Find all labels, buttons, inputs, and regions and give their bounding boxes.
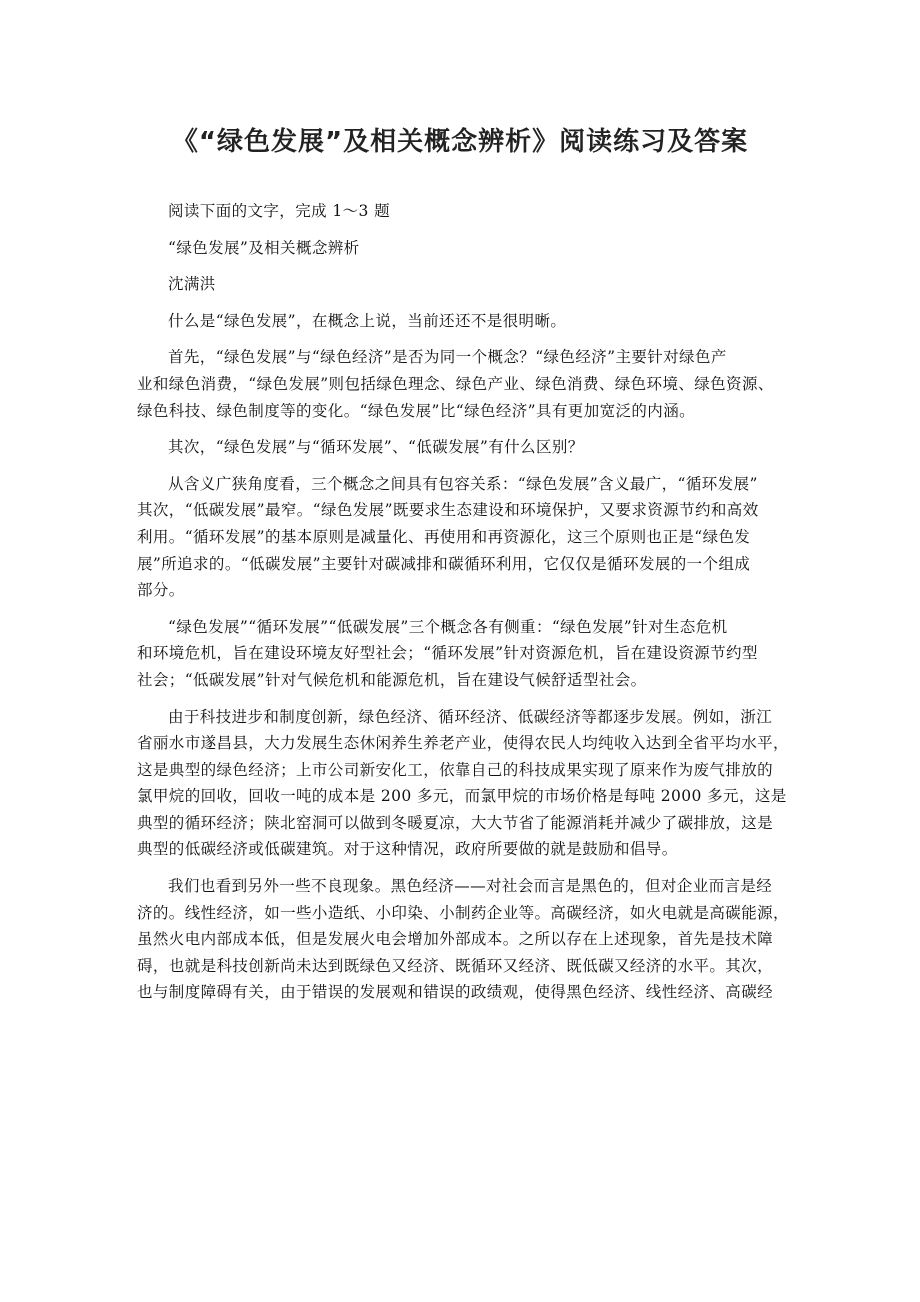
paragraph-line: 由于科技进步和制度创新，绿色经济、循环经济、低碳经济等都逐步发展。例如，浙江 bbox=[168, 707, 773, 726]
paragraph-line: 什么是“绿色发展”，在概念上说，当前还还不是很明晰。 bbox=[168, 311, 567, 330]
document-title: 《“绿色发展”及相关概念辨析》阅读练习及答案 bbox=[171, 127, 749, 157]
paragraph-line: 也与制度障碍有关，由于错误的发展观和错误的政绩观，使得黑色经济、线性经济、高碳经 bbox=[137, 983, 774, 1002]
article-title: “绿色发展”及相关概念辨析 bbox=[168, 238, 360, 257]
paragraph-line: 虽然火电内部成本低，但是发展火电会增加外部成本。之所以存在上述现象，首先是技术障 bbox=[137, 930, 774, 949]
paragraph-line: 氯甲烷的回收，回收一吨的成本是 200 多元，而氯甲烷的市场价格是每吨 2000 多元，这是 bbox=[137, 787, 787, 806]
paragraph-line: 这是典型的绿色经济；上市公司新安化工，依靠自己的科技成果实现了原来作为废气排放的 bbox=[137, 760, 774, 779]
paragraph-line: 业和绿色消费，“绿色发展”则包括绿色理念、绿色产业、绿色消费、绿色环境、绿色资源、 bbox=[137, 374, 774, 393]
paragraph-line: 典型的低碳经济或低碳建筑。对于这种情况，政府所要做的就是鼓励和倡导。 bbox=[137, 840, 678, 859]
paragraph-line: 和环境危机，旨在建设环境友好型社会；“循环发展”针对资源危机，旨在建设资源节约型 bbox=[137, 644, 758, 663]
paragraph-line: 其次，“低碳发展”最窄。“绿色发展”既要求生态建设和环境保护，又要求资源节约和高效 bbox=[137, 501, 759, 520]
paragraph-line: 典型的循环经济；陕北窑洞可以做到冬暖夏凉，大大节省了能源消耗并减少了碳排放，这是 bbox=[137, 813, 774, 832]
paragraph-line: 我们也看到另外一些不良现象。黑色经济——对社会而言是黑色的，但对企业而言是经 bbox=[168, 877, 773, 896]
paragraph-line: 从含义广狭角度看，三个概念之间具有包容关系：“绿色发展”含义最广，“循环发展” bbox=[168, 474, 758, 493]
article-author: 沈满洪 bbox=[168, 275, 216, 294]
paragraph-line: 其次，“绿色发展”与“循环发展”、“低碳发展”有什么区别？ bbox=[168, 438, 584, 457]
paragraph-line: 绿色科技、绿色制度等的变化。“绿色发展”比“绿色经济”具有更加宽泛的内涵。 bbox=[137, 401, 695, 420]
paragraph-line: 省丽水市遂昌县，大力发展生态休闲养生养老产业，使得农民人均纯收入达到全省平均水平， bbox=[137, 734, 789, 753]
document-body bbox=[137, 198, 787, 1006]
paragraph-line: 展”所追求的。“低碳发展”主要针对碳减排和碳循环利用，它仅仅是循环发展的一个组成 bbox=[137, 554, 751, 573]
paragraph-line: 首先，“绿色发展”与“绿色经济”是否为同一个概念？“绿色经济”主要针对绿色产 bbox=[168, 348, 727, 367]
instruction-line: 阅读下面的文字，完成 1～3 题 bbox=[168, 202, 390, 220]
paragraph-line: 碍，也就是科技创新尚未达到既绿色又经济、既循环又经济、既低碳又经济的水平。其次， bbox=[137, 956, 774, 975]
paragraph-line: “绿色发展”“循环发展”“低碳发展”三个概念各有侧重：“绿色发展”针对生态危机 bbox=[168, 617, 728, 636]
paragraph-line: 济的。线性经济，如一些小造纸、小印染、小制药企业等。高碳经济，如火电就是高碳能源， bbox=[137, 903, 789, 922]
paragraph-line: 部分。 bbox=[137, 581, 185, 600]
paragraph-line: 利用。“循环发展”的基本原则是减量化、再使用和再资源化，这三个原则也正是“绿色发 bbox=[137, 527, 751, 546]
paragraph-line: 社会；“低碳发展”针对气候危机和能源危机，旨在建设气候舒适型社会。 bbox=[137, 670, 647, 689]
